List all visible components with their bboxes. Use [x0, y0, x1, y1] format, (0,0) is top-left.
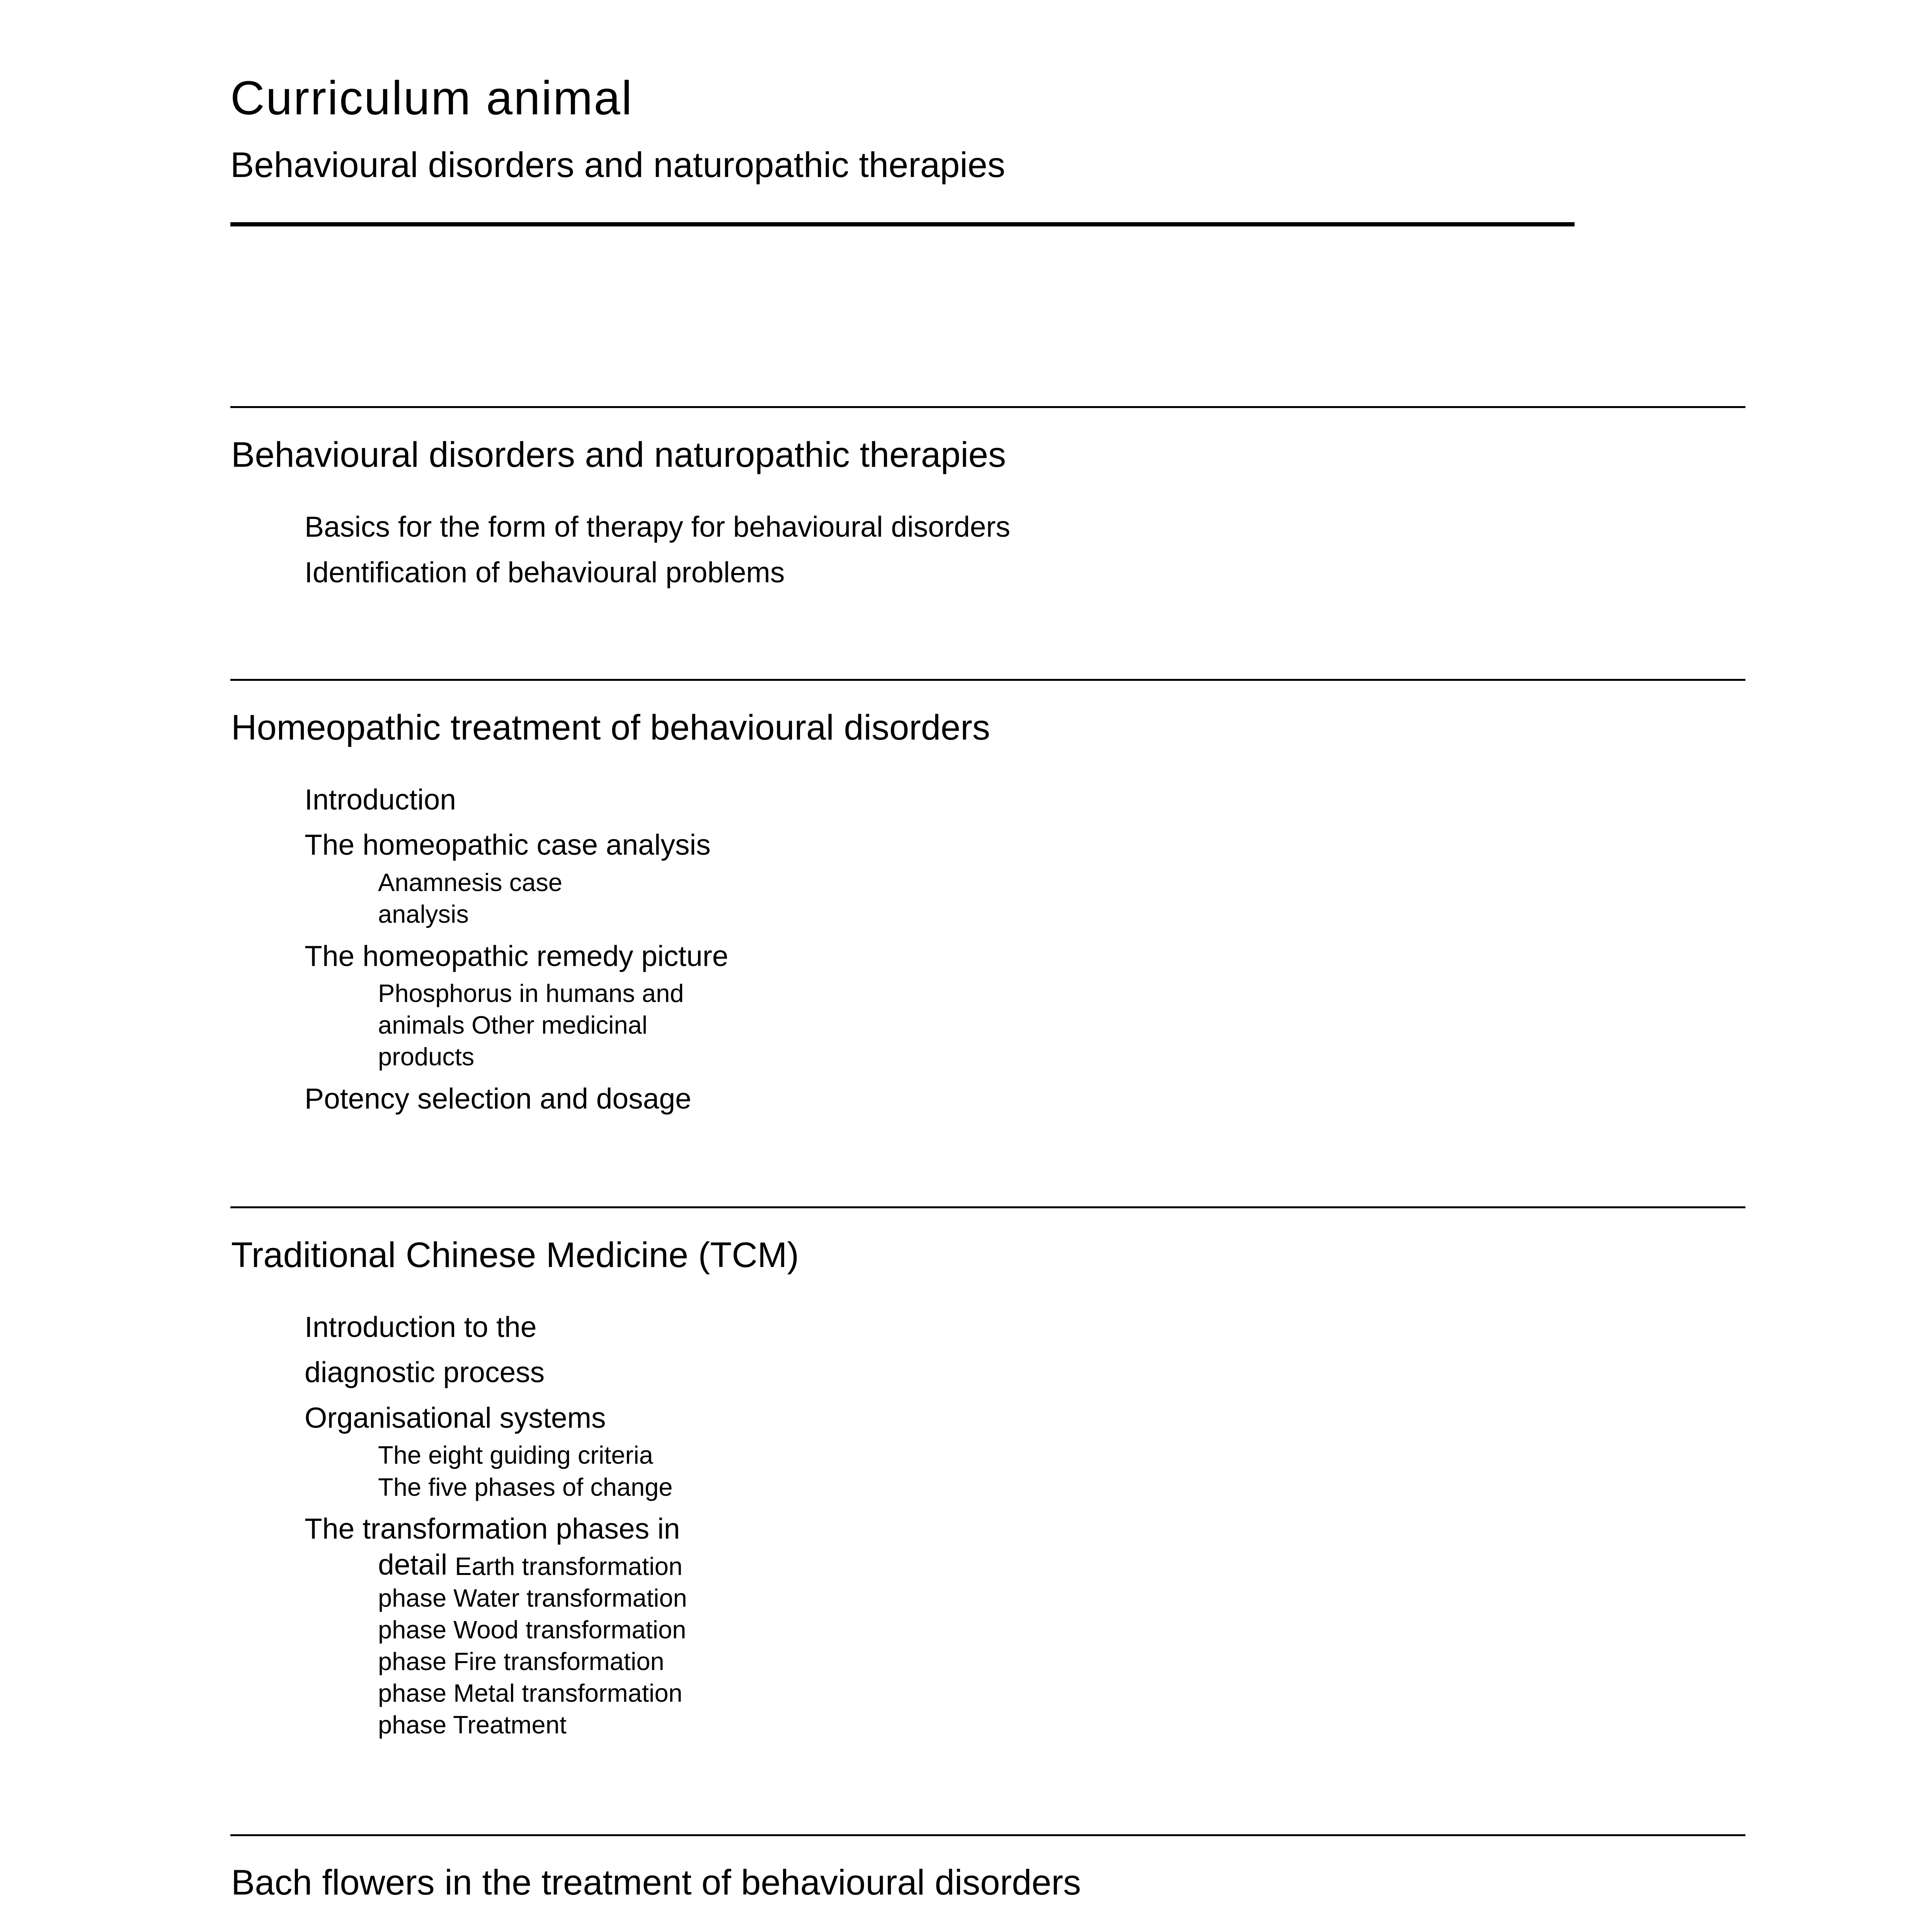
document-subtitle: Behavioural disorders and naturopathic therapies [230, 145, 1005, 185]
subtopic-item: phase Wood transformation [378, 1616, 686, 1644]
topic-item: The homeopathic remedy picture [305, 940, 729, 972]
subtopic-item: phase Fire transformation [378, 1647, 664, 1675]
topic-item: The transformation phases in [305, 1512, 680, 1545]
section-divider [230, 1834, 1745, 1836]
section-divider [230, 406, 1745, 408]
section-heading: Homeopathic treatment of behavioural disorders [231, 708, 990, 747]
topic-item: Organisational systems [305, 1401, 606, 1434]
topic-item: Introduction [305, 783, 456, 816]
topic-item: Potency selection and dosage [305, 1082, 691, 1115]
topic-item: Basics for the form of therapy for behavioural disorders [305, 510, 1010, 543]
section-divider [230, 1206, 1745, 1208]
subtopic-item: Phosphorus in humans and [378, 979, 684, 1007]
subtopic-item: analysis [378, 900, 469, 928]
subtopic-item: phase Treatment [378, 1711, 567, 1739]
document-title: Curriculum animal [230, 72, 633, 125]
subtopic-item: The five phases of change [378, 1473, 673, 1501]
section-heading: Traditional Chinese Medicine (TCM) [231, 1235, 799, 1275]
section-heading: Bach flowers in the treatment of behavioural disorders [231, 1863, 1081, 1902]
subtopic-item: phase Metal transformation [378, 1679, 683, 1707]
subtopic-item: Anamnesis case [378, 868, 562, 896]
subtopic-item: products [378, 1043, 475, 1071]
subtopic-item: The eight guiding criteria [378, 1441, 653, 1469]
topic-item: Introduction to the [305, 1311, 537, 1343]
topic-item: The homeopathic case analysis [305, 828, 711, 861]
title-divider [230, 222, 1575, 226]
section-heading: Behavioural disorders and naturopathic therapies [231, 435, 1006, 474]
subtopic-item: animals Other medicinal [378, 1011, 648, 1039]
subtopic-item: detail [378, 1548, 448, 1581]
topic-item: diagnostic process [305, 1356, 545, 1388]
subtopic-item: Earth transformation [455, 1552, 683, 1580]
section-divider [230, 679, 1745, 681]
subtopic-item: phase Water transformation [378, 1584, 687, 1612]
topic-item: Identification of behavioural problems [305, 556, 785, 588]
